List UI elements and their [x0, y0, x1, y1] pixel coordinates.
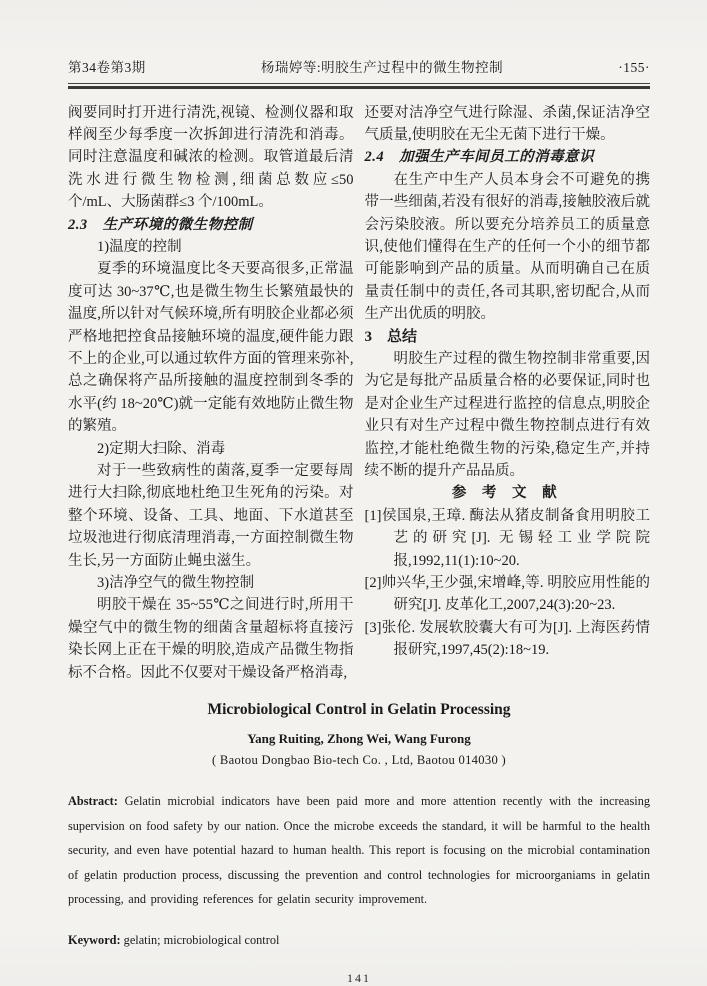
english-authors: Yang Ruiting, Zhong Wei, Wang Furong [247, 731, 471, 747]
keyword-line [68, 933, 650, 948]
paragraph-staff-awareness: 在生产中生产人员本身会不可避免的携带一些细菌,若没有很好的消毒,接触胶液后就会污染胶液。所以要充分培养员工的质量意识,使他们懂得在生产的任何一个小的细节都可能影响到产品的质量。从而明确自己在质量责任制中的责任,各司其职,密切配合,从而生产出优质的明胶。 [364, 171, 650, 323]
english-affiliation: ( Baotou Dongbao Bio-tech Co. , Ltd, Baotou 014030 ) [211, 753, 507, 768]
left-column [68, 102, 354, 685]
subheading-clean-air: 3)洁净空气的微生物控制 [97, 575, 255, 592]
paragraph-cleaning: 对于一些致病性的菌落,夏季一定要每周进行大扫除,彻底地杜绝卫生死角的污染。对整个环境、设备、工具、地面、下水道甚至垃圾池进行彻底清理消毒,一方面控制微生物生长,另一方面防止蝇虫滋生。 [68, 463, 354, 569]
abstract-label: Abstract: [68, 794, 118, 809]
page-header [68, 56, 650, 76]
section-heading-2-4: 2.4 加强生产车间员工的消毒意识 [364, 149, 595, 166]
paragraph-temperature: 夏季的环境温度比冬天要高很多,正常温度可达 30~37℃,也是微生物生长繁殖最快的温度,所以针对气候环境,所有明胶企业都必须严格地把控食品接触环境的温度,硬件能力跟不上的企业,可以通过软件方面的管理来弥补,总之确保将产品所接触的温度控制到冬季的水平(约 18~20℃)就一定能有效地防止微生物的繁殖。 [68, 261, 354, 435]
header-rule-thin [68, 83, 650, 84]
journal-issue: 第34卷第3期 [68, 60, 146, 75]
paragraph-clean-air: 明胶干燥在 35~55℃之间进行时,所用干燥空气中的微生物的细菌含量超标将直接污染长网上正在干燥的明胶,造成产品微生物指标不合格。因此不仅要对干燥设备严格消毒, [68, 597, 354, 681]
paragraph-continued: 还要对洁净空气进行除湿、杀菌,保证洁净空气质量,使明胶在无尘无菌下进行干燥。 [364, 104, 650, 143]
right-column [365, 102, 651, 685]
page-number-top: ·155· [618, 60, 650, 75]
abstract-paragraph [68, 789, 650, 912]
references-title: 参 考 文 献 [451, 485, 563, 502]
abstract-text: Gelatin microbial indicators have been paid more and more attention recently with the increasing supervision on food safety by our nation. Once the microbe exceeds the standard, it will be harmful to the health security, and even have potential hazard to human health. This report is focusing on the microbial contamination of gelatin production process, discussing the prevention and control technologies for microorganiams in gelatin processing, and providing references for gelatin security improvement. [68, 794, 650, 907]
running-title: 杨瑞婷等:明胶生产过程中的微生物控制 [260, 60, 504, 75]
reference-item: [1]侯国泉,王璋. 酶法从猪皮制备食用明胶工艺的研究[J]. 无锡轻工业学院院报,1992,11(1):10~20. [364, 507, 650, 569]
reference-item: [3]张伦. 发展软胶囊大有可为[J]. 上海医药情报研究,1997,45(2):18~19. [364, 619, 650, 659]
reference-item: [2]帅兴华,王少强,宋增峰,等. 明胶应用性能的研究[J]. 皮革化工,2007,24(3):20~23. [364, 575, 650, 614]
english-title: Microbiological Control in Gelatin Processing [207, 701, 511, 719]
paragraph-continued: 阀要同时打开进行清洗,视镜、检测仪器和取样阀至少每季度一次拆卸进行清洗和消毒。同时注意温度和碱浓的检测。取管道最后清洗水进行微生物检测,细菌总数应≤50 个/mL、大肠菌群≤3 个/100mL。 [68, 104, 354, 211]
footer-page-number: 141 [347, 971, 371, 986]
section-heading-2-3: 2.3 生产环境的微生物控制 [68, 216, 253, 233]
subheading-temperature: 1)温度的控制 [97, 238, 182, 255]
header-rule-thick [68, 86, 650, 89]
paragraph-summary: 明胶生产过程的微生物控制非常重要,因为它是每批产品质量合格的必要保证,同时也是对企业生产过程进行监控的信息点,明胶企业只有对生产过程中微生物控制点进行有效监控,才能杜绝微生物的污染,稳定生产,并持续不断的提升产品品质。 [364, 350, 650, 479]
keyword-label: Keyword: [68, 933, 121, 948]
subheading-cleaning: 2)定期大扫除、消毒 [97, 440, 226, 457]
body-columns [68, 102, 650, 685]
section-heading-summary: 3 总结 [364, 328, 418, 345]
keyword-text: gelatin; microbiological control [123, 933, 280, 948]
english-section [68, 701, 650, 948]
